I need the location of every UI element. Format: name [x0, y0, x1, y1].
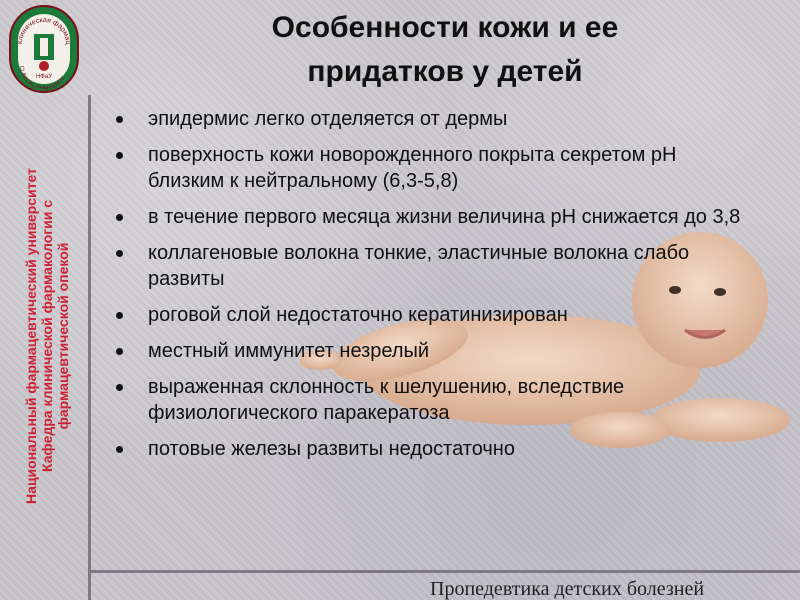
bullet-text: в течение первого месяца жизни величина рН снижается до 3,8: [148, 206, 741, 228]
sidebar: [0, 0, 95, 600]
bullet-dot-icon: [116, 384, 123, 391]
bullet-list: [112, 106, 752, 472]
bullet-text: роговой слой недостаточно кератинизирован: [148, 304, 568, 326]
university-name-vertical: [12, 116, 82, 556]
bullet-item: [112, 374, 752, 426]
horizontal-divider: [88, 570, 800, 573]
page-title: [150, 6, 740, 94]
university-logo: [4, 4, 84, 96]
bullet-item: [112, 240, 752, 292]
bullet-dot-icon: [116, 250, 123, 257]
university-line-3: фармацевтической опекой: [55, 242, 71, 430]
bullet-item: [112, 302, 752, 328]
bullet-dot-icon: [116, 152, 123, 159]
bullet-item: [112, 338, 752, 364]
bullet-text: местный иммунитет незрелый: [148, 340, 430, 362]
title-line-2: придатков у детей: [307, 55, 583, 88]
logo-bottom-text: CLINICAL PHARMACY: [17, 65, 67, 93]
bullet-dot-icon: [116, 312, 123, 319]
bullet-dot-icon: [116, 214, 123, 221]
vertical-divider: [88, 95, 91, 600]
bullet-text: коллагеновые волокна тонкие, эластичные волокна слабо развиты: [148, 242, 690, 290]
bullet-text: выраженная склонность к шелушению, вследствие физиологического паракератоза: [148, 376, 625, 424]
bullet-text: эпидермис легко отделяется от дермы: [148, 108, 508, 130]
logo-top-text: клиническая фармац: [16, 16, 72, 45]
title-line-1: Особенности кожи и ее: [271, 11, 619, 44]
university-line-1: Национальный фармацевтический университет: [23, 168, 39, 504]
bullet-text: потовые железы развиты недостаточно: [148, 438, 515, 460]
bullet-item: [112, 204, 752, 230]
bullet-item: [112, 106, 752, 132]
bullet-dot-icon: [116, 116, 123, 123]
footer-course-title: Пропедевтика детских болезней: [430, 578, 705, 600]
bullet-dot-icon: [116, 348, 123, 355]
university-line-2: Кафедра клинической фармакологии с: [39, 200, 55, 472]
bullet-text: поверхность кожи новорожденного покрыта секретом рН близким к нейтральному (6,3-5,8): [148, 144, 677, 192]
bullet-item: [112, 142, 752, 194]
bullet-item: [112, 436, 752, 462]
bullet-dot-icon: [116, 446, 123, 453]
logo-center-text: НФаУ: [35, 74, 53, 80]
